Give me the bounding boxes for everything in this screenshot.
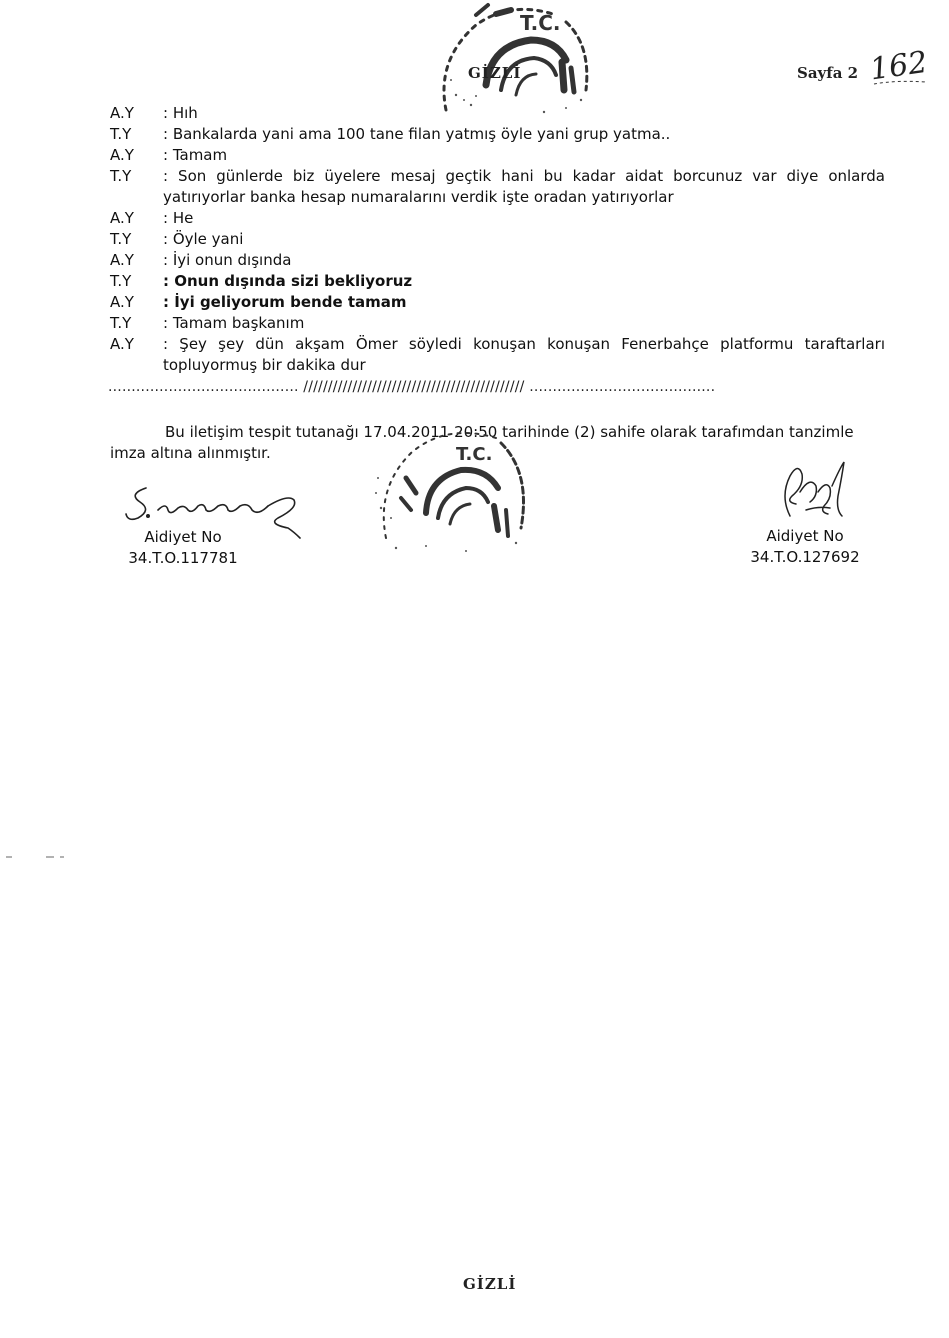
utterance-text: : Şey şey dün akşam Ömer söyledi konuşan konuşan Fenerbahçe platformu taraftarları topluyormuş bir dakika dur (163, 335, 885, 374)
conversation-transcript (110, 103, 885, 376)
speaker-code: A.Y (110, 104, 134, 122)
speaker-code: T.Y (110, 125, 132, 143)
transcript-line (110, 208, 885, 229)
speaker-code: A.Y (110, 335, 134, 353)
utterance-text: : Hıh (163, 104, 198, 122)
utterance-text: : Tamam başkanım (163, 314, 305, 332)
speaker-code: A.Y (110, 209, 134, 227)
transcript-line (110, 313, 885, 334)
transcript-line (110, 271, 885, 292)
classification-footer: GİZLİ (463, 1275, 517, 1293)
signature-right (770, 456, 860, 526)
transcript-line (110, 334, 885, 376)
utterance-text: : Tamam (163, 146, 228, 164)
svg-text:T.C.: T.C. (456, 444, 493, 465)
utterance-text: : Bankalarda yani ama 100 tane filan yatmış öyle yani grup yatma.. (163, 125, 671, 143)
transcript-line (110, 292, 885, 313)
handwritten-page-number (866, 36, 936, 91)
transcript-line (110, 250, 885, 271)
closing-line-1: Bu iletişim tespit tutanağı 17.04.2011 20:50 tarihinde (2) sahife olarak tarafımdan tanzimle (165, 423, 854, 441)
transcript-line (110, 229, 885, 250)
speaker-code: A.Y (110, 146, 134, 164)
speaker-code: A.Y (110, 251, 134, 269)
signer-right-id: 34.T.O.127692 (750, 548, 860, 566)
transcript-line (110, 124, 885, 145)
signer-left-id: 34.T.O.117781 (128, 549, 238, 567)
utterance-text: : Öyle yani (163, 230, 244, 248)
utterance-text: : İyi onun dışında (163, 251, 292, 269)
page-number-label: Sayfa 2 (797, 64, 859, 82)
svg-text:T.C.: T.C. (520, 11, 561, 35)
classification-header: GİZLİ (468, 64, 522, 82)
signer-left (103, 527, 263, 569)
official-stamp-middle (366, 418, 536, 558)
svg-text:162: 162 (867, 44, 930, 88)
official-stamp-top (416, 0, 596, 120)
transcript-line (110, 166, 885, 208)
utterance-text: : He (163, 209, 194, 227)
closing-line-2: imza altına alınmıştır. (110, 444, 271, 462)
scan-artifact (6, 856, 66, 858)
utterance-text: : Son günlerde biz üyelere mesaj geçtik hani bu kadar aidat borcunuz var diye onlarda yatırıyorlar banka hesap numaralarını verdik işte oradan yatırıyorlar (163, 167, 885, 206)
speaker-code: T.Y (110, 167, 132, 185)
speaker-code: A.Y (110, 293, 134, 311)
speaker-code: T.Y (110, 230, 132, 248)
utterance-text-bold: : Onun dışında sizi bekliyoruz (163, 272, 413, 290)
signer-right-label: Aidiyet No (766, 527, 844, 545)
signer-left-label: Aidiyet No (144, 528, 222, 546)
transcript-line (110, 145, 885, 166)
section-separator: ......................................... ///////////////////////////////////////////// ........................................ (108, 379, 716, 395)
transcript-line (110, 103, 885, 124)
speaker-code: T.Y (110, 314, 132, 332)
utterance-text-bold: : İyi geliyorum bende tamam (163, 293, 407, 311)
speaker-code: T.Y (110, 272, 132, 290)
signer-right (725, 526, 885, 568)
